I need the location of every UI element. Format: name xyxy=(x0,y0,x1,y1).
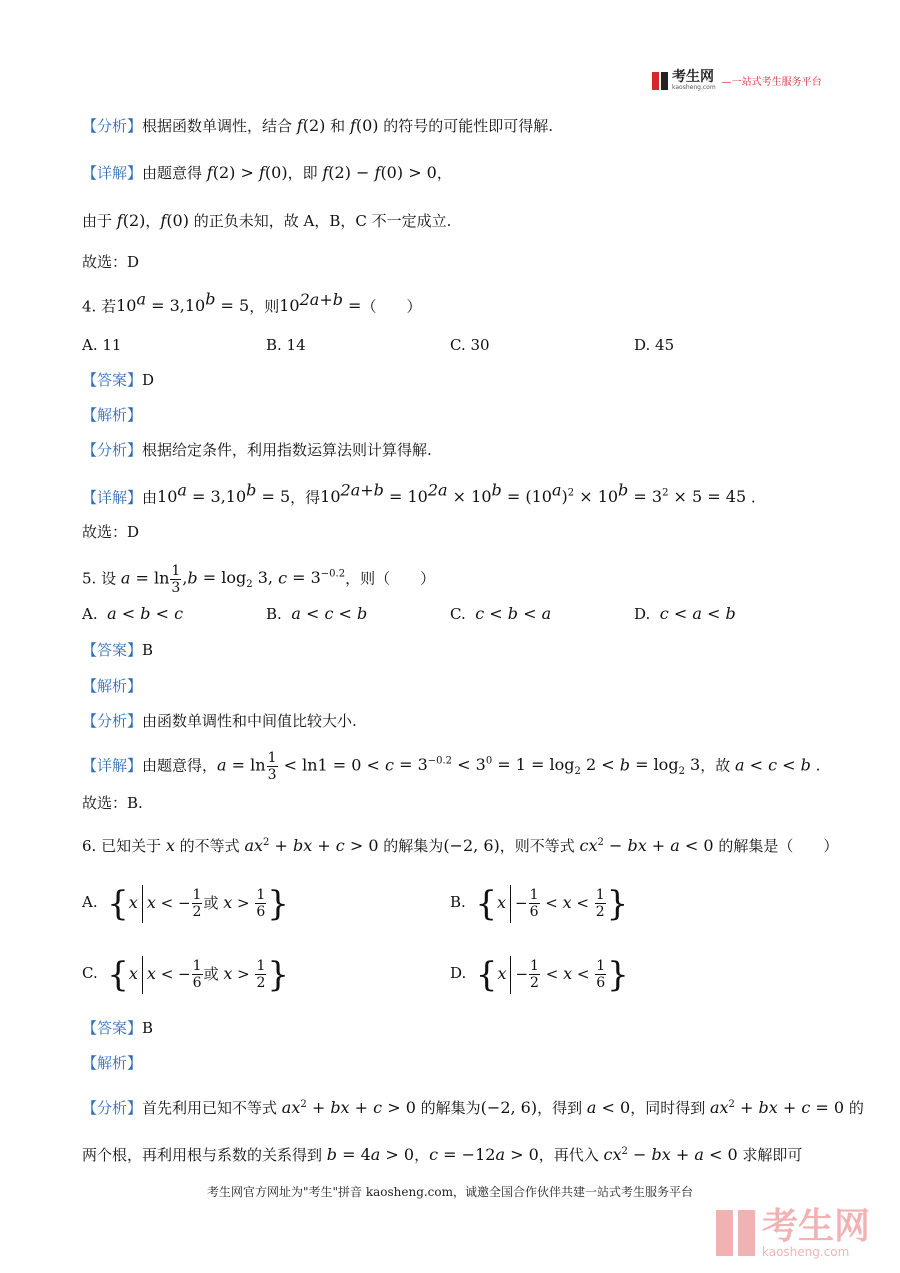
q6-stem: 6. 已知关于 x 的不等式 $ax^2$ + bx + c > 0 的解集为(−2, 6)，则不等式 $cx^2$ − bx + a < 0 的解集是（ ） xyxy=(82,836,839,855)
q6-option-b: B. {x − $\frac{1}{6}$ < x < $\frac{1}{2}$ } xyxy=(450,883,629,924)
q4-answer: 【答案】D xyxy=(82,371,155,389)
logo-mark-icon xyxy=(652,72,668,90)
q4-option-a: A. 11 xyxy=(82,336,122,354)
q4-option-c: C. 30 xyxy=(450,336,490,354)
logo-brand: 考生网 xyxy=(672,69,714,85)
watermark-domain: kaosheng.com xyxy=(762,1245,850,1259)
q5-stem: 5. 设 a = ln $\frac{1}{3}$ $,b = \log_2 3$, $c = 3^{-0.2}$，则（ ） xyxy=(82,562,436,596)
q5-option-b: B. a < c < b xyxy=(266,604,368,623)
page-footer: 考生网官方网址为"考生"拼音 kaosheng.com，诚邀全国合作伙伴共建一站式考生服务平台 xyxy=(206,1185,694,1199)
q4-detail: 【详解】由$10^a = 3,10^b = 5$，得$10^{2a+b} = 10^{2a} \times 10^b = (10^a)^2 \times 10^b = 3^2 \times 5 = 45$ . xyxy=(82,481,756,507)
q6-option-d: D. {x − $\frac{1}{2}$ < x < $\frac{1}{6}$ } xyxy=(450,954,629,995)
q5-option-a: A. a < b < c xyxy=(82,604,184,623)
q4-parse-tag: 【解析】 xyxy=(82,406,143,424)
q5-parse-tag: 【解析】 xyxy=(82,677,143,695)
q4-analysis: 【分析】根据给定条件，利用指数运算法则计算得解. xyxy=(82,441,432,459)
logo-domain: kaosheng.com xyxy=(672,84,716,91)
header-logo xyxy=(652,70,822,91)
q3-detail-2: 由于 f(2)，f(0) 的正负未知，故 A，B，C 不一定成立. xyxy=(82,211,452,230)
q5-option-d: D. c < a < b xyxy=(634,604,736,623)
q5-option-c: C. c < b < a xyxy=(450,604,552,623)
q4-option-d: D. 45 xyxy=(634,336,675,354)
q4-option-b: B. 14 xyxy=(266,336,306,354)
q6-parse-tag: 【解析】 xyxy=(82,1054,143,1072)
q3-detail: 【详解】由题意得 f(2) > f(0)，即 f(2) − f(0) > 0， xyxy=(82,163,452,182)
q6-analysis: 【分析】首先利用已知不等式 $ax^2$ + bx + c > 0 的解集为(−2, 6)，得到 a < 0，同时得到 $ax^2$ + bx + c = 0 的 xyxy=(82,1098,864,1117)
q4-choose: 故选：D xyxy=(82,523,140,541)
q6-answer: 【答案】B xyxy=(82,1019,154,1037)
q4-stem: 4. 若$10^a = 3,10^b = 5$，则$10^{2a+b}$ =（ ） xyxy=(82,290,422,316)
watermark xyxy=(716,1208,870,1258)
q3-choose: 故选：D xyxy=(82,253,140,271)
q5-detail: 【详解】由题意得，a = ln $\frac{1}{3}$ < $\ln 1 = 0 < c = 3^{-0.2} < 3^0 = 1 = \log_2 2 < b = \log_2 3$，故 a < c < b . xyxy=(82,749,821,783)
q5-answer: 【答案】B xyxy=(82,641,154,659)
q6-option-a: A. {x x < − $\frac{1}{2}$ 或 x > $\frac{1}{6}$ } xyxy=(82,883,289,924)
q3-analysis: 【分析】根据函数单调性，结合 f(2) 和 f(0) 的符号的可能性即可得解. xyxy=(82,116,554,135)
watermark-text: 考生网 xyxy=(762,1206,871,1247)
logo-slogan: —一站式考生服务平台 xyxy=(721,77,822,88)
q6-analysis-2: 两个根，再利用根与系数的关系得到 b = 4a > 0，c = −12a > 0，再代入 $cx^2$ − bx + a < 0 求解即可 xyxy=(82,1145,803,1164)
q5-analysis: 【分析】由函数单调性和中间值比较大小. xyxy=(82,712,357,730)
watermark-logo-icon xyxy=(716,1210,756,1256)
q5-choose: 故选：B. xyxy=(82,794,143,812)
q6-option-c: C. {x x < − $\frac{1}{6}$ 或 x > $\frac{1}{2}$ } xyxy=(82,954,290,995)
